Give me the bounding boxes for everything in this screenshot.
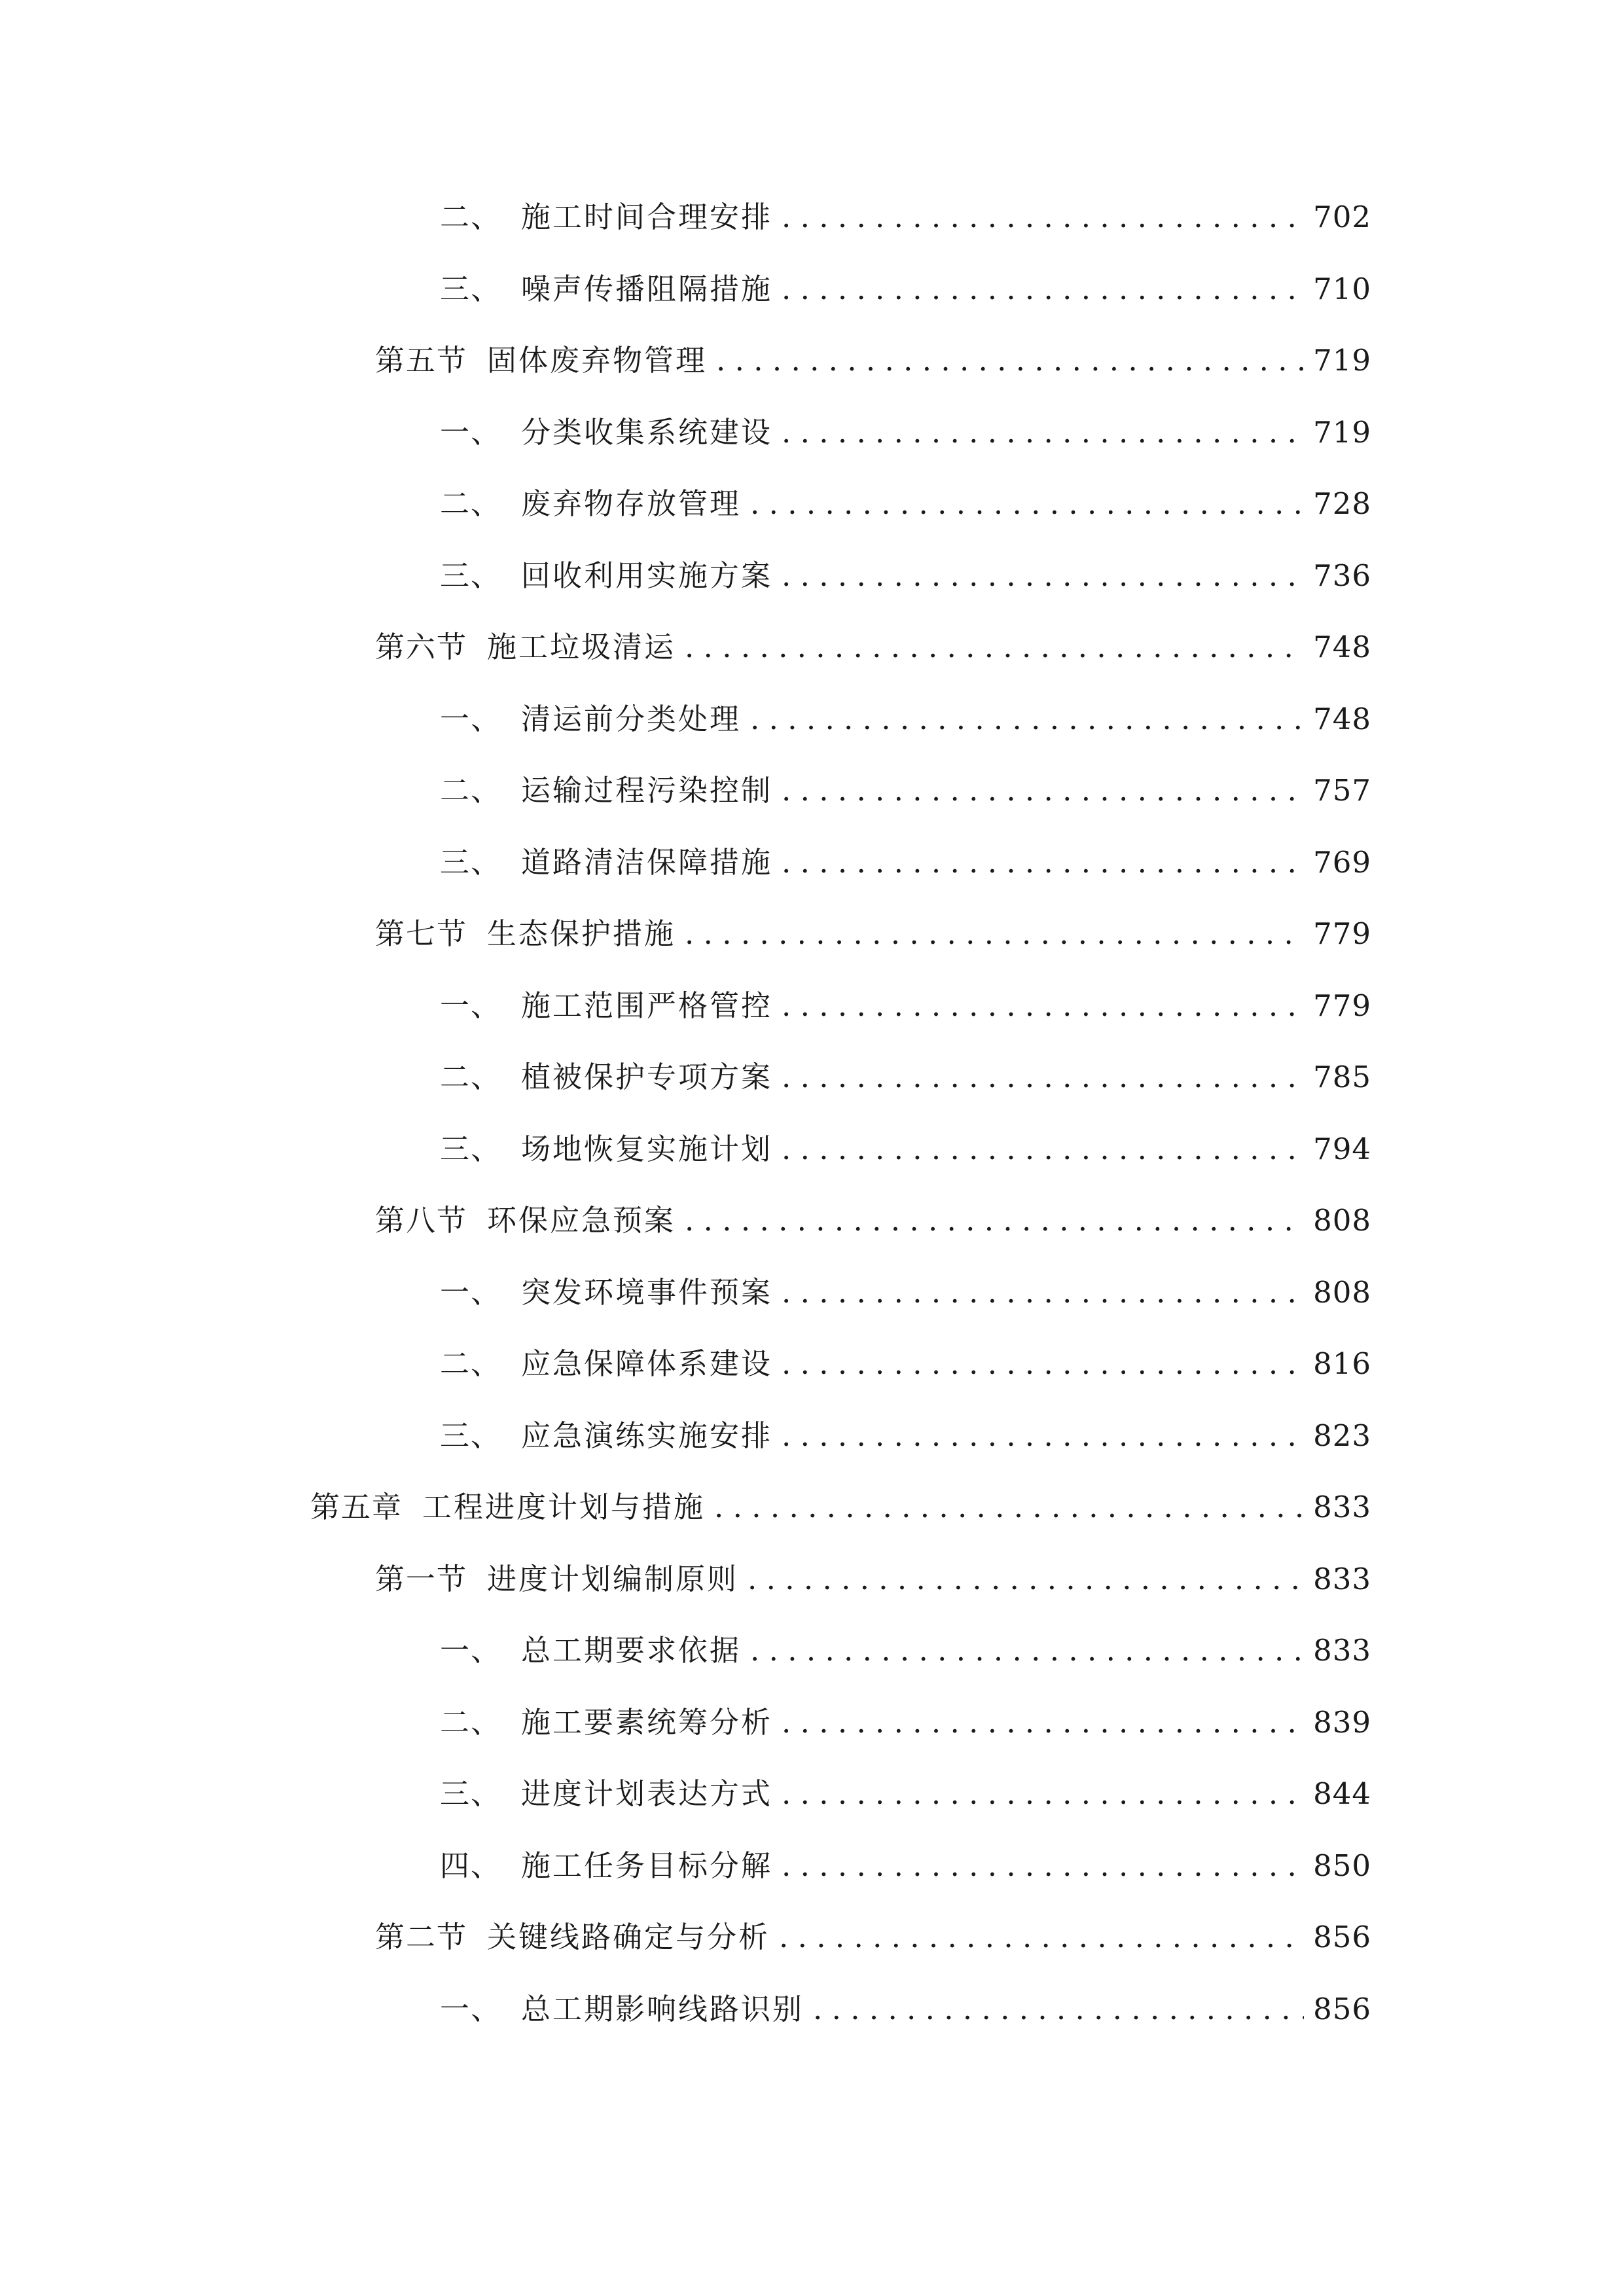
toc-entry-page: 833 [1313, 1562, 1371, 1596]
toc-dot-leader [750, 1631, 1304, 1670]
toc-entry-page: 808 [1313, 1275, 1371, 1310]
toc-entry-page: 844 [1313, 1776, 1371, 1811]
toc-entry[interactable] [440, 843, 1371, 882]
toc-entry-page: 833 [1313, 1490, 1371, 1524]
toc-entry-number: 二、 [440, 486, 502, 521]
toc-entry-page: 736 [1313, 558, 1371, 593]
toc-entry-title: 总工期影响线路识别 [521, 1992, 804, 2026]
toc-entry-number: 第八节 [375, 1203, 468, 1238]
toc-entry-number: 二、 [440, 773, 502, 808]
toc-entry[interactable] [440, 1703, 1371, 1742]
toc-entry-page: 794 [1313, 1132, 1371, 1166]
toc-dot-leader [779, 1918, 1304, 1957]
toc-entry-title: 固体废弃物管理 [487, 343, 708, 378]
toc-entry-number: 一、 [440, 988, 502, 1023]
toc-dot-leader [782, 1273, 1304, 1312]
toc-entry[interactable] [375, 1201, 1371, 1240]
toc-entry[interactable] [375, 1560, 1371, 1599]
toc-entry-number: 一、 [440, 702, 502, 736]
toc-entry-page: 823 [1313, 1418, 1371, 1453]
toc-entry-number: 三、 [440, 845, 502, 880]
toc-dot-leader [782, 270, 1304, 309]
toc-entry-number: 第二节 [375, 1920, 468, 1954]
toc-entry-title: 施工任务目标分解 [521, 1848, 773, 1883]
toc-entry[interactable] [440, 270, 1371, 309]
toc-entry-number: 一、 [440, 415, 502, 450]
toc-entry-title: 应急保障体系建设 [521, 1346, 773, 1381]
toc-entry-title: 回收利用实施方案 [521, 558, 773, 593]
toc-entry-title: 施工垃圾清运 [487, 630, 676, 664]
toc-entry-title: 分类收集系统建设 [521, 415, 773, 450]
toc-entry-number: 二、 [440, 1346, 502, 1381]
toc-entry-title: 施工范围严格管控 [521, 988, 773, 1023]
toc-entry[interactable] [440, 484, 1371, 524]
toc-entry-page: 748 [1313, 630, 1371, 664]
toc-entry-title: 清运前分类处理 [521, 702, 742, 736]
toc-entry-title: 关键线路确定与分析 [487, 1920, 770, 1954]
toc-entry-number: 第一节 [375, 1562, 468, 1596]
toc-entry-number: 四、 [440, 1848, 502, 1883]
toc-entry[interactable] [440, 413, 1371, 452]
toc-entry-page: 719 [1313, 343, 1371, 378]
toc-entry-number: 一、 [440, 1275, 502, 1310]
toc-dot-leader [782, 843, 1304, 882]
toc-dot-leader [782, 1416, 1304, 1456]
toc-entry-page: 779 [1313, 916, 1371, 951]
toc-entry-number: 第五节 [375, 343, 468, 378]
toc-dot-leader [782, 1774, 1304, 1814]
toc-entry-page: 833 [1313, 1633, 1371, 1668]
toc-entry[interactable] [440, 556, 1371, 596]
toc-dot-leader [813, 1990, 1304, 2029]
toc-dot-leader [782, 1703, 1304, 1742]
toc-entry-title: 场地恢复实施计划 [521, 1132, 773, 1166]
toc-entry-number: 二、 [440, 1060, 502, 1094]
toc-entry-number: 一、 [440, 1992, 502, 2026]
toc-entry-title: 环保应急预案 [487, 1203, 676, 1238]
toc-entry[interactable] [310, 1488, 1371, 1527]
toc-dot-leader [685, 1201, 1304, 1240]
toc-entry-page: 728 [1313, 486, 1371, 521]
toc-dot-leader [750, 484, 1304, 524]
toc-entry[interactable] [375, 341, 1371, 380]
toc-dot-leader [716, 341, 1304, 380]
toc-entry-page: 839 [1313, 1705, 1371, 1740]
toc-dot-leader [782, 986, 1304, 1026]
toc-entry-title: 工程进度计划与措施 [422, 1490, 706, 1524]
toc-entry-number: 三、 [440, 272, 502, 306]
toc-entry[interactable] [440, 986, 1371, 1026]
toc-entry-number: 第五章 [310, 1490, 403, 1524]
toc-dot-leader [782, 413, 1304, 452]
toc-dot-leader [782, 1058, 1304, 1097]
toc-entry-number: 一、 [440, 1633, 502, 1668]
toc-dot-leader [685, 628, 1304, 667]
toc-entry[interactable] [440, 1846, 1371, 1886]
toc-dot-leader [750, 700, 1304, 739]
toc-entry[interactable] [375, 914, 1371, 954]
toc-entry[interactable] [440, 1344, 1371, 1384]
toc-dot-leader [748, 1560, 1304, 1599]
toc-entry-title: 运输过程污染控制 [521, 773, 773, 808]
toc-entry-page: 748 [1313, 702, 1371, 736]
toc-entry-title: 废弃物存放管理 [521, 486, 742, 521]
toc-entry-number: 二、 [440, 1705, 502, 1740]
toc-entry[interactable] [440, 1631, 1371, 1670]
toc-entry-number: 三、 [440, 1132, 502, 1166]
toc-entry-page: 816 [1313, 1346, 1371, 1381]
toc-entry[interactable] [375, 1918, 1371, 1957]
toc-entry-number: 三、 [440, 1776, 502, 1811]
toc-entry-title: 进度计划编制原则 [487, 1562, 739, 1596]
toc-dot-leader [782, 1846, 1304, 1886]
toc-entry-page: 850 [1313, 1848, 1371, 1883]
toc-entry[interactable] [440, 198, 1371, 237]
toc-entry-page: 702 [1313, 200, 1371, 234]
toc-entry-page: 808 [1313, 1203, 1371, 1238]
toc-entry-number: 三、 [440, 558, 502, 593]
toc-entry-page: 710 [1313, 272, 1371, 306]
toc-entry-title: 施工要素统筹分析 [521, 1705, 773, 1740]
toc-entry-page: 719 [1313, 415, 1371, 450]
toc-entry-page: 779 [1313, 988, 1371, 1023]
toc-entry-title: 总工期要求依据 [521, 1633, 742, 1668]
toc-entry[interactable] [440, 1416, 1371, 1456]
toc-dot-leader [782, 1130, 1304, 1169]
toc-dot-leader [714, 1488, 1304, 1527]
toc-entry[interactable] [440, 1130, 1371, 1169]
toc-entry[interactable] [440, 1273, 1371, 1312]
toc-entry-page: 757 [1313, 773, 1371, 808]
toc-entry-title: 进度计划表达方式 [521, 1776, 773, 1811]
toc-entry-title: 生态保护措施 [487, 916, 676, 951]
toc-entry-number: 第七节 [375, 916, 468, 951]
toc-entry[interactable] [375, 628, 1371, 667]
toc-dot-leader [782, 556, 1304, 596]
toc-entry-page: 769 [1313, 845, 1371, 880]
toc-entry[interactable] [440, 771, 1371, 810]
toc-dot-leader [685, 914, 1304, 954]
toc-entry[interactable] [440, 1774, 1371, 1814]
toc-dot-leader [782, 771, 1304, 810]
toc-entry-number: 二、 [440, 200, 502, 234]
toc-entry-title: 植被保护专项方案 [521, 1060, 773, 1094]
toc-entry-title: 施工时间合理安排 [521, 200, 773, 234]
toc-entry-page: 785 [1313, 1060, 1371, 1094]
toc-entry[interactable] [440, 700, 1371, 739]
toc-entry-number: 三、 [440, 1418, 502, 1453]
toc-entry-page: 856 [1313, 1992, 1371, 2026]
toc-entry-page: 856 [1313, 1920, 1371, 1954]
toc-entry[interactable] [440, 1058, 1371, 1097]
toc-entry[interactable] [440, 1990, 1371, 2029]
toc-entry-number: 第六节 [375, 630, 468, 664]
toc-entry-title: 道路清洁保障措施 [521, 845, 773, 880]
toc-entry-title: 应急演练实施安排 [521, 1418, 773, 1453]
toc-entry-title: 噪声传播阻隔措施 [521, 272, 773, 306]
toc-dot-leader [782, 1344, 1304, 1384]
toc-entry-title: 突发环境事件预案 [521, 1275, 773, 1310]
toc-dot-leader [782, 198, 1304, 237]
